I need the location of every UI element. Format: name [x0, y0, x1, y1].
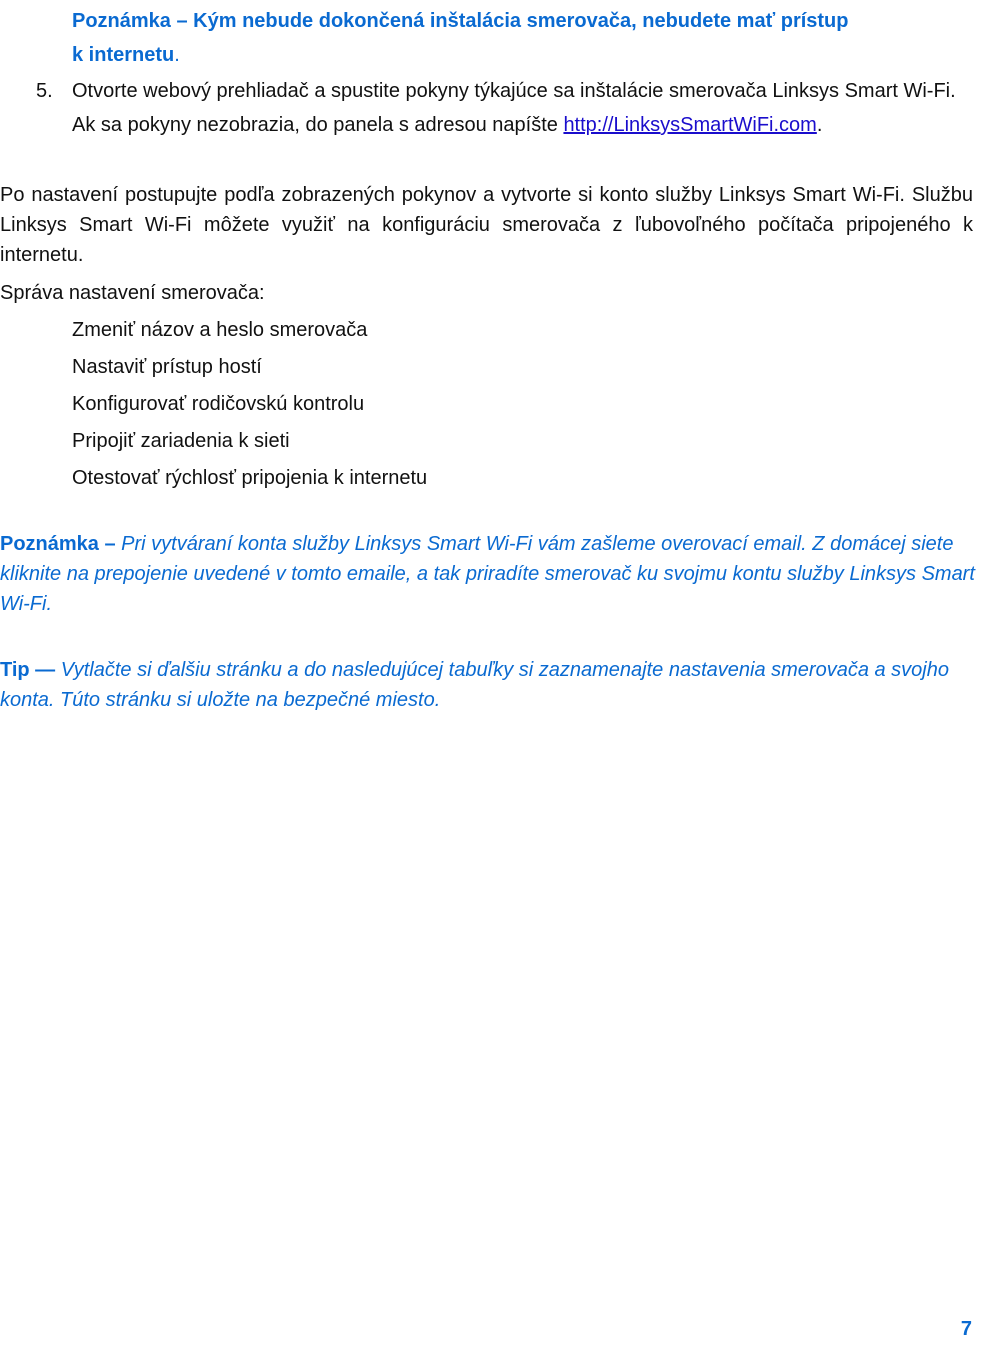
step-5 [36, 74, 976, 142]
list-item: Zmeniť názov a heslo smerovača [72, 319, 368, 341]
step-number: 5. [36, 80, 53, 102]
tip-text: Vytlačte si ďalšiu stránku a do nasledujúcej tabuľky si zaznamenajte nastavenia smerovača a svojho konta. Túto stránku si uložte na bezpečné miesto. [0, 659, 949, 711]
setup-paragraph: Po nastavení postupujte podľa zobrazených pokynov a vytvorte si konto služby Linksys Smart Wi-Fi. Službu Linksys Smart Wi-Fi môžete využiť na konfiguráciu smerovača z ľubovoľného počítača pripojeného k internetu. [0, 184, 973, 266]
note-text: Pri vytváraní konta služby Linksys Smart Wi-Fi vám zašleme overovací email. Z domácej siete kliknite na prepojenie uvedené v tomto emaile, a tak priradíte smerovač ku svojmu kontu služby Linksys Smart Wi-Fi. [0, 533, 975, 615]
tip-box [0, 655, 975, 715]
list-item: Otestovať rýchlosť pripojenia k internetu [72, 467, 428, 489]
step-5-text [72, 74, 976, 142]
manage-settings-heading: Správa nastavení smerovača: [0, 282, 265, 304]
list-item: Pripojiť zariadenia k sieti [72, 430, 290, 452]
note-install-line2: k internetu [72, 44, 175, 66]
step-5-end: . [816, 114, 823, 136]
manage-settings-list [72, 313, 427, 498]
note-verification-email [0, 529, 975, 619]
linksys-url-link[interactable]: http://LinksysSmartWiFi.com [563, 114, 817, 136]
note-install-warning [72, 4, 952, 72]
tip-label: Tip — [0, 659, 56, 681]
list-item: Nastaviť prístup hostí [72, 356, 262, 378]
note-label: Poznámka – [0, 533, 116, 555]
step-5-instructions: Otvorte webový prehliadač a spustite pokyny týkajúce sa inštalácie smerovača Linksys Smart Wi-Fi. Ak sa pokyny nezobrazia, do panela s adresou napíšte [72, 80, 956, 136]
page-number: 7 [960, 1318, 972, 1340]
note-install-end: . [174, 44, 180, 66]
list-item: Konfigurovať rodičovskú kontrolu [72, 393, 365, 415]
note-install-line1: Poznámka – Kým nebude dokončená inštalácia smerovača, nebudete mať prístup [72, 10, 849, 32]
